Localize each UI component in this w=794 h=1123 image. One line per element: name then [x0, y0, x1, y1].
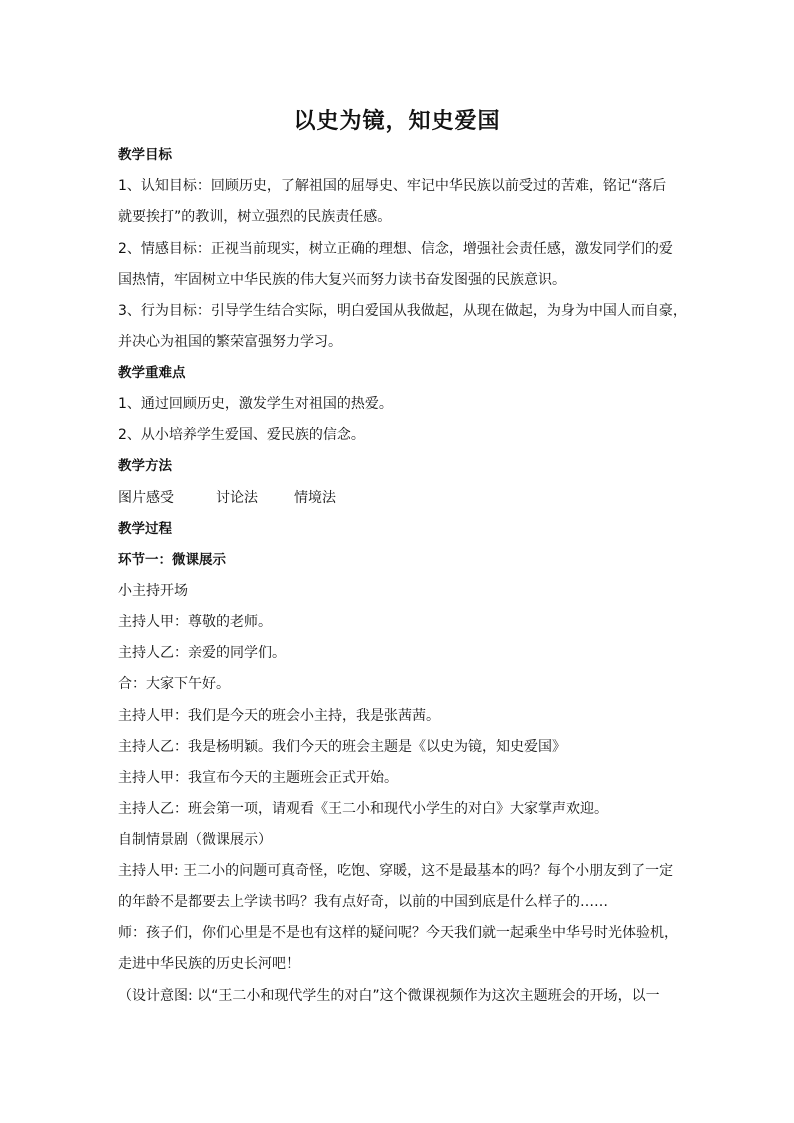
process-line: 主持人乙：班会第一项，请观看《王二小和现代小学生的对白》大家掌声欢迎。	[118, 801, 608, 817]
objective-line: 2、情感目标：正视当前现实，树立正确的理想、信念，增强社会责任感，激发同学们的爱	[118, 241, 673, 257]
process-line: 的年龄不是都要去上学读书吗？我有点好奇，以前的中国到底是什么样子的……	[118, 894, 608, 910]
process-heading: 教学过程	[118, 521, 172, 537]
objective-line: 国热情，牢固树立中华民族的伟大复兴而努力读书奋发图强的民族意识。	[118, 272, 566, 288]
process-line: 主持人乙：亲爱的同学们。	[118, 645, 286, 661]
process-line: 主持人甲：尊敬的老师。	[118, 614, 272, 630]
method-item: 情境法	[294, 490, 336, 506]
document-title: 以史为镜，知史爱国	[293, 109, 501, 134]
process-line: 主持人甲: 王二小的问题可真奇怪，吃饱、穿暖，这不是最基本的吗？每个小朋友到了一定	[118, 863, 674, 879]
method-item: 讨论法	[216, 490, 258, 506]
process-line: 合：大家下午好。	[118, 676, 230, 692]
objective-line: 3、行为目标：引导学生结合实际，明白爱国从我做起，从现在做起，为身为中国人而自豪，	[118, 303, 687, 319]
process-line: （设计意图: 以“王二小和现代学生的对白”这个微课视频作为这次主题班会的开场，以一	[118, 988, 660, 1004]
process-line: 自制情景剧（微课展示）	[118, 832, 272, 848]
key-point-line: 2、从小培养学生爱国、爱民族的信念。	[118, 427, 365, 443]
process-line: 主持人乙：我是杨明颖。我们今天的班会主题是《以史为镜，知史爱国》	[118, 739, 566, 755]
process-line: 主持人甲：我宣布今天的主题班会正式开始。	[118, 770, 398, 786]
methods-row	[118, 488, 688, 508]
objective-line: 1、认知目标：回顾历史，了解祖国的屈辱史、牢记中华民族以前受过的苦难，铭记“落后	[118, 178, 667, 194]
process-line: 小主持开场	[118, 583, 188, 599]
step1-heading: 环节一：微课展示	[118, 552, 226, 568]
process-line: 走进中华民族的历史长河吧！	[118, 956, 300, 972]
method-item: 图片感受	[118, 490, 174, 506]
key-points-heading: 教学重难点	[118, 365, 186, 381]
objective-line: 就要挨打”的教训，树立强烈的民族责任感。	[118, 209, 392, 225]
objectives-heading: 教学目标	[118, 147, 172, 163]
methods-heading: 教学方法	[118, 458, 172, 474]
process-line: 主持人甲：我们是今天的班会小主持，我是张茜茜。	[118, 708, 440, 724]
objective-line: 并决心为祖国的繁荣富强努力学习。	[118, 334, 342, 350]
key-point-line: 1、通过回顾历史，激发学生对祖国的热爱。	[118, 396, 393, 412]
process-line: 师：孩子们，你们心里是不是也有这样的疑问呢？今天我们就一起乘坐中华号时光体验机，	[118, 925, 678, 941]
